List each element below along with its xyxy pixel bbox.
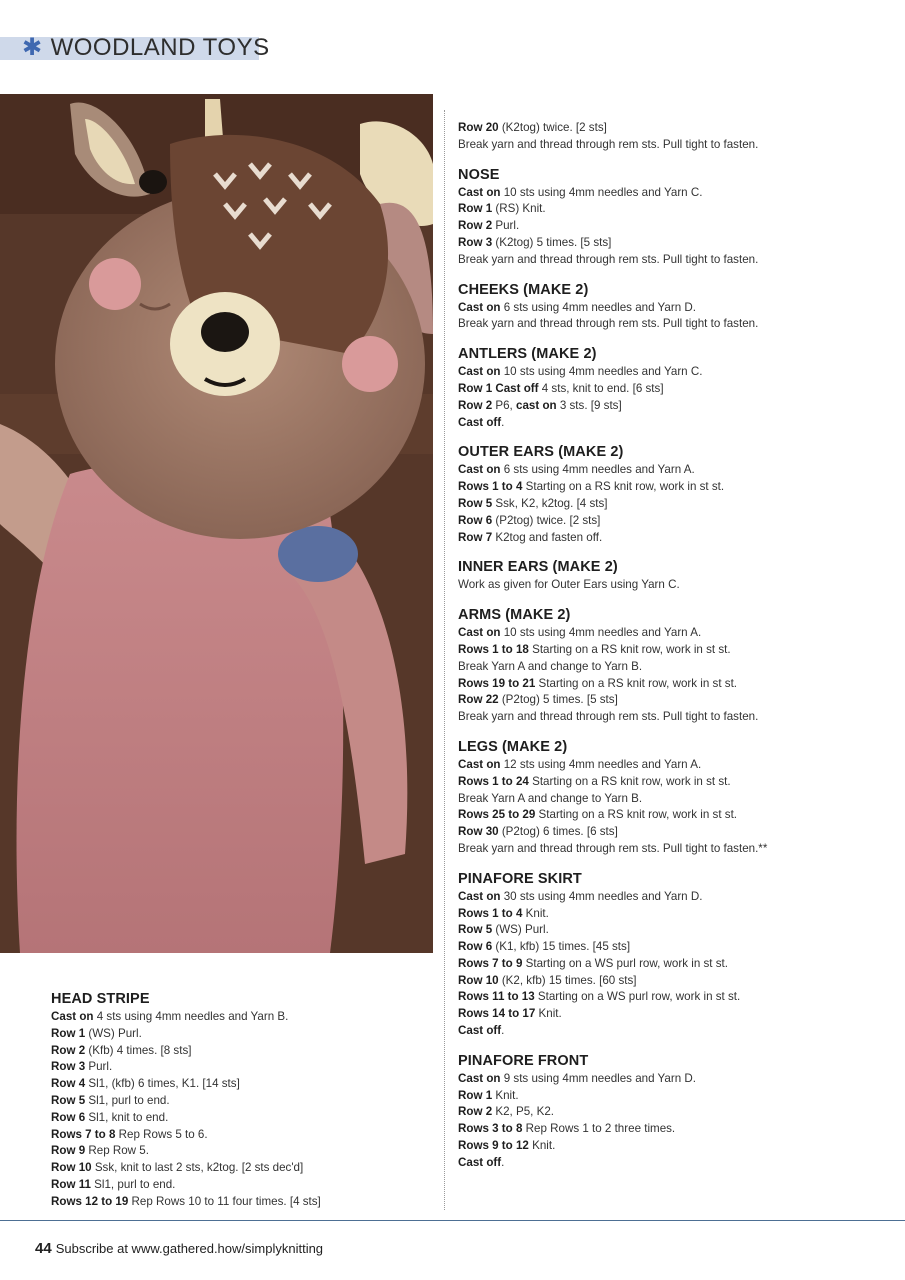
instruction-line: Cast on 6 sts using 4mm needles and Yarn A. — [458, 463, 695, 477]
instruction-line: Break yarn and thread through rem sts. Pull tight to fasten. — [458, 710, 759, 724]
instruction-line: Work as given for Outer Ears using Yarn C. — [458, 578, 680, 592]
instruction-line: Row 11 Sl1, purl to end. — [51, 1177, 176, 1191]
instruction-line: Cast on 9 sts using 4mm needles and Yarn D. — [458, 1071, 696, 1085]
instruction-line: Row 7 K2tog and fasten off. — [458, 530, 603, 544]
section-title: NOSE — [458, 166, 500, 183]
instruction-line: Row 2 (Kfb) 4 times. [8 sts] — [51, 1043, 192, 1057]
subscribe-link[interactable]: Subscribe at www.gathered.how/simplyknitting — [55, 1241, 324, 1256]
instruction-line: Rows 1 to 18 Starting on a RS knit row, work in st st. — [458, 642, 731, 656]
instruction-line: Cast on 12 sts using 4mm needles and Yarn A. — [458, 757, 702, 771]
instruction-line: Row 10 (K2, kfb) 15 times. [60 sts] — [458, 973, 637, 987]
instruction-line: Row 2 Purl. — [458, 219, 520, 233]
knitted-deer-toy-photo — [0, 94, 433, 953]
section-outer-ears — [458, 443, 898, 546]
instruction-line: Rows 12 to 19 Rep Rows 10 to 11 four times. [4 sts] — [51, 1194, 321, 1208]
instruction-line: Row 1 (WS) Purl. — [51, 1026, 142, 1040]
instruction-line: Row 3 Purl. — [51, 1060, 113, 1074]
instruction-line: Rows 19 to 21 Starting on a RS knit row, work in st st. — [458, 676, 738, 690]
snowflake-asterisk-icon: ✱ — [22, 34, 43, 61]
instruction-line: Row 6 Sl1, knit to end. — [51, 1110, 169, 1124]
instruction-line: Cast on 10 sts using 4mm needles and Yarn C. — [458, 185, 703, 199]
column-divider — [444, 110, 445, 1210]
section-header — [22, 33, 270, 63]
instruction-line: Row 5 (WS) Purl. — [458, 923, 549, 937]
instruction-line: Cast off. — [458, 1024, 505, 1038]
section-pinafore-front — [458, 1052, 898, 1172]
section-head-stripe — [51, 990, 431, 1211]
instruction-line: Rows 1 to 24 Starting on a RS knit row, work in st st. — [458, 774, 731, 788]
instruction-line: Cast off. — [458, 415, 505, 429]
instruction-line: Row 1 Cast off 4 sts, knit to end. [6 sts] — [458, 381, 664, 395]
header-title: WOODLAND TOYS — [50, 34, 270, 61]
section-title: PINAFORE SKIRT — [458, 870, 582, 887]
section-title: PINAFORE FRONT — [458, 1052, 589, 1069]
instruction-line: Rows 11 to 13 Starting on a WS purl row, work in st st. — [458, 990, 741, 1004]
instruction-line: Rows 25 to 29 Starting on a RS knit row, work in st st. — [458, 808, 738, 822]
page-footer — [35, 1239, 323, 1259]
instruction-line: Break yarn and thread through rem sts. Pull tight to fasten. — [458, 252, 759, 266]
section-cheeks — [458, 281, 898, 334]
instruction-line: Rows 3 to 8 Rep Rows 1 to 2 three times. — [458, 1122, 676, 1136]
instruction-line: Row 3 (K2tog) 5 times. [5 sts] — [458, 235, 612, 249]
instruction-line: Cast on 10 sts using 4mm needles and Yarn A. — [458, 626, 702, 640]
instruction-line: Cast on 30 sts using 4mm needles and Yarn D. — [458, 889, 703, 903]
section-pinafore-skirt — [458, 870, 898, 1040]
section-antlers — [458, 345, 898, 431]
section-title: CHEEKS (MAKE 2) — [458, 281, 589, 298]
section-arms — [458, 606, 898, 726]
section-title: HEAD STRIPE — [51, 991, 150, 1007]
instruction-line: Break Yarn A and change to Yarn B. — [458, 791, 643, 805]
instruction-line: Rows 7 to 9 Starting on a WS purl row, work in st st. — [458, 956, 728, 970]
instruction-line: Break yarn and thread through rem sts. Pull tight to fasten. — [458, 317, 759, 331]
instruction-line: Cast on 4 sts using 4mm needles and Yarn B. — [51, 1010, 289, 1023]
instruction-line: Row 5 Sl1, purl to end. — [51, 1093, 170, 1107]
instruction-line: Break yarn and thread through rem sts. Pull tight to fasten.** — [458, 841, 768, 855]
instruction-line: Break yarn and thread through rem sts. Pull tight to fasten. — [458, 137, 759, 151]
instruction-line: Row 30 (P2tog) 6 times. [6 sts] — [458, 825, 618, 839]
instruction-line: Row 6 (K1, kfb) 15 times. [45 sts] — [458, 940, 631, 954]
photo-illustration — [0, 94, 433, 953]
page-number: 44 — [35, 1240, 52, 1257]
instruction-line: Row 2 P6, cast on 3 sts. [9 sts] — [458, 398, 622, 412]
instruction-line: Row 2 K2, P5, K2. — [458, 1105, 555, 1119]
instruction-line: Row 22 (P2tog) 5 times. [5 sts] — [458, 693, 618, 707]
footer-rule — [0, 1220, 905, 1221]
section-title: OUTER EARS (MAKE 2) — [458, 444, 624, 461]
instruction-line: Break Yarn A and change to Yarn B. — [458, 659, 643, 673]
instruction-line: Rows 7 to 8 Rep Rows 5 to 6. — [51, 1127, 208, 1141]
instruction-line: Cast on 6 sts using 4mm needles and Yarn D. — [458, 300, 696, 314]
section-title: LEGS (MAKE 2) — [458, 738, 568, 755]
pattern-column-right — [458, 120, 898, 1184]
instruction-line: Cast off. — [458, 1155, 505, 1169]
section-inner-ears — [458, 558, 898, 594]
instruction-line: Row 1 Knit. — [458, 1088, 519, 1102]
section-title: INNER EARS (MAKE 2) — [458, 559, 618, 576]
instruction-line: Row 1 (RS) Knit. — [458, 202, 546, 216]
instruction-line: Row 5 Ssk, K2, k2tog. [4 sts] — [458, 496, 608, 510]
instruction-line: Rows 1 to 4 Starting on a RS knit row, work in st st. — [458, 480, 725, 494]
section-head-stripe-continued — [458, 120, 898, 154]
instruction-line: Rows 14 to 17 Knit. — [458, 1007, 562, 1021]
section-nose — [458, 166, 898, 269]
instruction-line: Row 20 (K2tog) twice. [2 sts] — [458, 121, 607, 134]
section-legs — [458, 738, 898, 858]
instruction-line: Cast on 10 sts using 4mm needles and Yarn C. — [458, 365, 703, 379]
instruction-line: Rows 9 to 12 Knit. — [458, 1139, 556, 1153]
instruction-line: Row 10 Ssk, knit to last 2 sts, k2tog. [2 sts dec'd] — [51, 1161, 304, 1175]
instruction-line: Rows 1 to 4 Knit. — [458, 906, 549, 920]
section-title: ARMS (MAKE 2) — [458, 607, 571, 624]
instruction-line: Row 6 (P2tog) twice. [2 sts] — [458, 513, 601, 527]
section-title: ANTLERS (MAKE 2) — [458, 346, 597, 363]
instruction-line: Row 4 Sl1, (kfb) 6 times, K1. [14 sts] — [51, 1077, 240, 1091]
instruction-line: Row 9 Rep Row 5. — [51, 1144, 149, 1158]
pattern-column-left — [51, 990, 431, 1223]
